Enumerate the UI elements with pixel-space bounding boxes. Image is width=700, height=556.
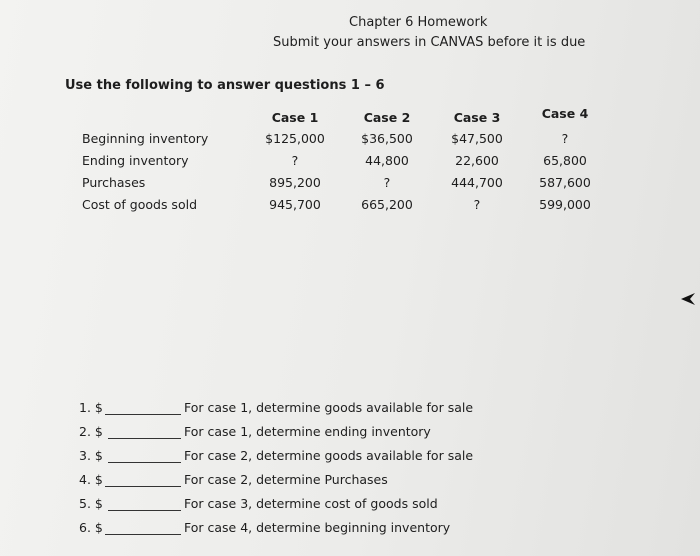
arrow-cursor-icon bbox=[679, 290, 697, 308]
question-text: For case 4, determine beginning inventory bbox=[184, 520, 451, 535]
column-header-case-2: Case 2 bbox=[363, 110, 411, 125]
page-title: Chapter 6 Homework bbox=[349, 15, 488, 30]
table-cell: 444,700 bbox=[451, 175, 503, 190]
row-label-cost-of-goods-sold: Cost of goods sold bbox=[82, 197, 198, 212]
table-cell: $125,000 bbox=[265, 131, 325, 146]
column-header-case-1: Case 1 bbox=[271, 110, 319, 125]
table-cell: $36,500 bbox=[361, 131, 413, 146]
page-subtitle: Submit your answers in CANVAS before it is due bbox=[273, 35, 586, 50]
question-text: For case 3, determine cost of goods sold bbox=[184, 496, 438, 511]
column-header-case-3: Case 3 bbox=[453, 110, 501, 125]
answer-blank[interactable] bbox=[108, 438, 181, 439]
table-cell: 599,000 bbox=[539, 197, 591, 212]
table-cell: 665,200 bbox=[361, 197, 413, 212]
column-header-case-4: Case 4 bbox=[541, 106, 589, 121]
question-text: For case 1, determine ending inventory bbox=[184, 424, 431, 439]
table-cell: ? bbox=[473, 197, 481, 212]
answer-blank[interactable] bbox=[105, 534, 181, 535]
question-number: 6. $ bbox=[79, 520, 103, 535]
table-cell: ? bbox=[383, 175, 391, 190]
table-cell: 22,600 bbox=[455, 153, 499, 168]
answer-blank[interactable] bbox=[105, 486, 181, 487]
question-text: For case 2, determine Purchases bbox=[184, 472, 388, 487]
table-cell: 44,800 bbox=[365, 153, 409, 168]
table-cell: ? bbox=[561, 131, 569, 146]
answer-blank[interactable] bbox=[108, 462, 181, 463]
question-number: 5. $ bbox=[79, 496, 103, 511]
table-cell: $47,500 bbox=[451, 131, 503, 146]
row-label-purchases: Purchases bbox=[82, 175, 146, 190]
table-cell: 895,200 bbox=[269, 175, 321, 190]
answer-blank[interactable] bbox=[105, 414, 181, 415]
instructions-heading: Use the following to answer questions 1 – 6 bbox=[65, 78, 385, 93]
question-text: For case 2, determine goods available for sale bbox=[184, 448, 474, 463]
row-label-beginning-inventory: Beginning inventory bbox=[82, 131, 209, 146]
table-cell: 65,800 bbox=[543, 153, 587, 168]
table-cell: 587,600 bbox=[539, 175, 591, 190]
question-number: 1. $ bbox=[79, 400, 103, 415]
question-number: 4. $ bbox=[79, 472, 103, 487]
question-number: 3. $ bbox=[79, 448, 103, 463]
question-text: For case 1, determine goods available for sale bbox=[184, 400, 474, 415]
question-number: 2. $ bbox=[79, 424, 103, 439]
table-cell: ? bbox=[291, 153, 299, 168]
row-label-ending-inventory: Ending inventory bbox=[82, 153, 189, 168]
table-cell: 945,700 bbox=[269, 197, 321, 212]
answer-blank[interactable] bbox=[108, 510, 181, 511]
